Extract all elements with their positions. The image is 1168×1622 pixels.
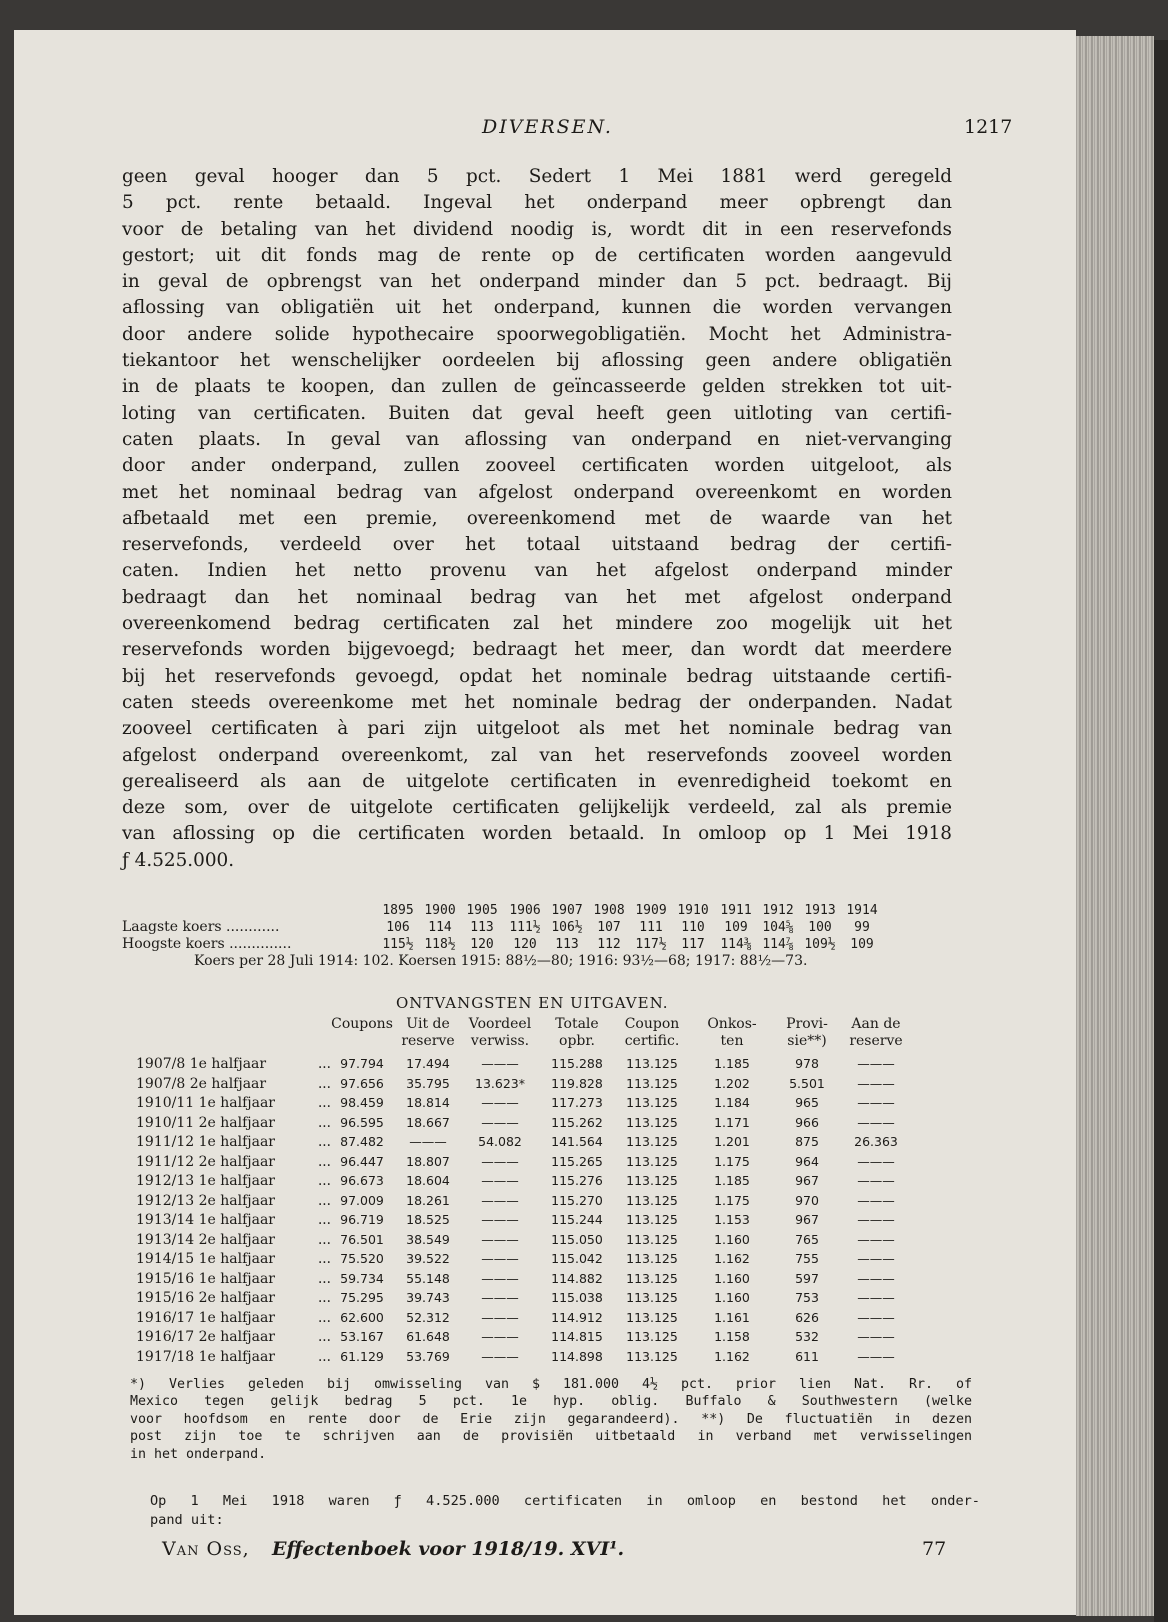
table-cell: 98.459 — [340, 1095, 384, 1110]
row-period: 1914/15 1e halfjaar — [136, 1251, 276, 1267]
koers-value: 109 — [850, 937, 874, 952]
table-cell: 1.161 — [714, 1309, 750, 1325]
table-cell: 96.447 — [340, 1153, 384, 1169]
koers-label: Hoogste koers .............. — [122, 936, 292, 952]
table-cell: ——— — [857, 1056, 895, 1071]
table-cell: 967 — [795, 1173, 819, 1188]
body-line: bedraagt dan het nominaal bedrag van het met afgelost onderpand — [122, 586, 952, 608]
table-cell: ——— — [481, 1095, 519, 1110]
column-header — [460, 1016, 540, 1050]
koers-years-row — [122, 902, 962, 919]
footnote-line: *) Verlies geleden bij omwisseling van $ 181.000 4½ pct. prior lien Nat. Rr. of — [130, 1377, 972, 1392]
table-cell: 26.363 — [854, 1134, 898, 1149]
koers-value: 120 — [470, 937, 494, 952]
table-cell: 611 — [795, 1348, 819, 1364]
column-header-line: sie**) — [787, 1033, 827, 1049]
table-cell: 141.564 — [551, 1134, 603, 1149]
table-row — [122, 1251, 982, 1270]
table-cell: 113.125 — [626, 1212, 678, 1227]
koers-year: 1912 — [762, 903, 794, 918]
table-cell: 115.050 — [551, 1231, 603, 1247]
row-leader-dots: ... — [318, 1134, 331, 1150]
body-line: door andere solide hypothecaire spoorwegobligatiën. Mocht het Administra- — [122, 323, 952, 345]
table-title: ONTVANGSTEN EN UITGAVEN. — [396, 994, 669, 1012]
table-cell: 965 — [795, 1095, 819, 1110]
table-row — [122, 1154, 982, 1173]
table-cell: ——— — [481, 1329, 519, 1344]
koers-value: 111½ — [509, 920, 541, 935]
table-row — [122, 1310, 982, 1329]
table-cell: 96.719 — [340, 1212, 384, 1227]
koers-year: 1907 — [551, 903, 583, 918]
body-line: overeenkomend bedrag certificaten zal het mindere zoo mogelijk uit het — [122, 613, 952, 635]
row-leader-dots: ... — [318, 1212, 331, 1228]
table-cell: 52.312 — [406, 1309, 450, 1325]
table-cell: ——— — [857, 1173, 895, 1188]
column-header-line: Uit de — [406, 1016, 450, 1032]
table-cell: 62.600 — [340, 1309, 384, 1325]
page-footer — [162, 1538, 947, 1566]
koers-value: 117 — [681, 937, 705, 952]
table-cell: 115.276 — [551, 1173, 603, 1188]
footnote-line: in het onderpand. — [130, 1446, 267, 1462]
table-cell: 54.082 — [478, 1134, 522, 1149]
koers-value: 106½ — [551, 920, 583, 935]
row-period: 1915/16 2e halfjaar — [136, 1290, 276, 1306]
row-period: 1907/8 2e halfjaar — [136, 1075, 267, 1092]
row-leader-dots: ... — [318, 1348, 331, 1365]
koers-note: Koers per 28 Juli 1914: 102. Koersen 1915: 88½—80; 1916: 93½—68; 1917: 88½—73. — [194, 953, 808, 969]
table-cell: ——— — [481, 1153, 519, 1169]
table-cell: 13.623* — [475, 1075, 525, 1091]
body-line: gerealiseerd als aan de uitgelote certificaten in evenredigheid toekomt en — [122, 770, 952, 792]
table-cell: 96.595 — [340, 1114, 384, 1130]
body-line: voor de betaling van het dividend noodig is, wordt dit in een reservefonds — [122, 218, 952, 240]
body-line: aflossing van obligatiën uit het onderpand, kunnen die worden vervangen — [122, 297, 952, 319]
book-page — [14, 30, 1076, 1615]
table-cell: 113.125 — [626, 1348, 678, 1364]
row-period: 1912/13 2e halfjaar — [136, 1192, 276, 1209]
table-cell: 113.125 — [626, 1329, 678, 1344]
koers-value: 113 — [555, 937, 579, 952]
table-cell: 113.125 — [626, 1075, 678, 1091]
table-cell: 97.656 — [340, 1075, 384, 1091]
koers-value: 99 — [854, 920, 870, 935]
body-line: afgelost onderpand overeenkomt, zal van het reservefonds zooveel worden — [122, 744, 952, 766]
body-line: gestort; uit dit fonds mag de rente op de certificaten worden aangevuld — [122, 244, 952, 266]
table-cell: 76.501 — [340, 1231, 384, 1247]
table-cell: 1.185 — [714, 1173, 750, 1188]
table-row — [122, 1095, 982, 1114]
table-cell: 96.673 — [340, 1173, 384, 1188]
koers-row — [122, 919, 962, 936]
table-cell: ——— — [481, 1192, 519, 1208]
page-header — [14, 116, 1076, 146]
table-cell: ——— — [857, 1114, 895, 1130]
table-row — [122, 1193, 982, 1212]
table-cell: ——— — [857, 1251, 895, 1266]
body-line: ƒ 4.525.000. — [122, 849, 235, 871]
body-line: caten plaats. In geval van aflossing van onderpand en niet-vervanging — [122, 428, 952, 450]
body-line: tiekantoor het wenschelijker oordeelen bij aflossing geen andere obligatiën — [122, 350, 952, 372]
column-header-line: reserve — [849, 1033, 903, 1049]
table-cell: ——— — [409, 1134, 447, 1149]
koers-year: 1913 — [804, 903, 836, 918]
koers-value: 112 — [597, 937, 621, 952]
table-cell: 755 — [795, 1251, 819, 1266]
table-cell: ——— — [857, 1095, 895, 1110]
table-cell: 18.814 — [406, 1095, 450, 1110]
body-line: caten. Indien het netto provenu van het afgelost onderpand minder — [122, 560, 952, 582]
table-cell: ——— — [481, 1290, 519, 1305]
table-cell: 115.038 — [551, 1290, 603, 1305]
column-header — [612, 1016, 692, 1050]
table-cell: ——— — [857, 1212, 895, 1227]
row-leader-dots: ... — [318, 1173, 331, 1189]
row-period: 1911/12 2e halfjaar — [136, 1153, 276, 1170]
column-header-line: Onkos- — [707, 1016, 757, 1032]
table-cell: 55.148 — [406, 1270, 450, 1286]
table-cell: 18.807 — [406, 1153, 450, 1169]
koers-value: 114⅜ — [720, 937, 752, 952]
table-row — [122, 1212, 982, 1231]
column-header-line: ten — [720, 1033, 744, 1049]
omloop-line: Op 1 Mei 1918 waren ƒ 4.525.000 certificaten in omloop en bestond het onder- — [150, 1493, 980, 1509]
table-cell: 61.648 — [406, 1329, 450, 1344]
koers-year: 1910 — [677, 903, 709, 918]
table-row — [122, 1056, 982, 1075]
table-cell: ——— — [481, 1212, 519, 1227]
table-row — [122, 1232, 982, 1251]
table-cell: ——— — [857, 1075, 895, 1091]
table-cell: 113.125 — [626, 1231, 678, 1247]
table-cell: 53.769 — [406, 1348, 450, 1364]
footer-author: Van Oss, — [162, 1538, 250, 1560]
column-header-line: Coupons — [331, 1016, 393, 1032]
table-cell: 532 — [795, 1329, 819, 1344]
row-leader-dots: ... — [318, 1075, 331, 1092]
table-cell: ——— — [481, 1114, 519, 1130]
footnote — [130, 1376, 972, 1463]
body-line: door ander onderpand, zullen zooveel certificaten worden uitgeloot, als — [122, 455, 952, 477]
table-cell: 61.129 — [340, 1348, 384, 1364]
table-cell: ——— — [857, 1153, 895, 1169]
table-cell: 97.794 — [340, 1056, 384, 1071]
footnote-line: voor hoofdsom en rente door de Erie zijn gegarandeerd). **) De fluctuatiën in dezen — [130, 1411, 972, 1427]
table-cell: 119.828 — [551, 1075, 603, 1091]
body-line: geen geval hooger dan 5 pct. Sedert 1 Mei 1881 werd geregeld — [122, 166, 952, 187]
table-cell: 1.175 — [714, 1153, 750, 1169]
row-period: 1916/17 2e halfjaar — [136, 1329, 276, 1345]
column-header — [537, 1016, 617, 1050]
table-cell: 114.898 — [551, 1348, 603, 1364]
column-header-line: Aan de — [851, 1016, 901, 1032]
row-leader-dots: ... — [318, 1056, 331, 1072]
table-cell: 5.501 — [789, 1075, 825, 1091]
table-cell: 1.160 — [714, 1231, 750, 1247]
koers-year: 1911 — [720, 903, 752, 918]
koers-value: 115½ — [382, 937, 414, 952]
row-leader-dots: ... — [318, 1153, 331, 1170]
column-header — [767, 1016, 847, 1050]
koers-value: 106 — [386, 920, 410, 935]
table-cell: ——— — [857, 1348, 895, 1364]
table-cell: 113.125 — [626, 1192, 678, 1208]
row-leader-dots: ... — [318, 1329, 331, 1345]
running-title: DIVERSEN. — [482, 116, 613, 138]
table-cell: 53.167 — [340, 1329, 384, 1344]
body-line: zooveel certificaten à pari zijn uitgeloot als met het nominale bedrag van — [122, 718, 952, 740]
table-cell: ——— — [481, 1056, 519, 1071]
column-header — [836, 1016, 916, 1050]
table-cell: 18.525 — [406, 1212, 450, 1227]
table-cell: 115.288 — [551, 1056, 603, 1071]
table-cell: 113.125 — [626, 1056, 678, 1071]
table-cell: 1.162 — [714, 1251, 750, 1266]
koers-value: 100 — [808, 920, 832, 935]
koers-value: 104⅝ — [762, 920, 794, 935]
table-cell: 1.171 — [714, 1114, 750, 1130]
table-cell: 875 — [795, 1134, 819, 1149]
koers-year: 1914 — [846, 903, 878, 918]
table-cell: 966 — [795, 1114, 819, 1130]
table-row — [122, 1173, 982, 1192]
column-header — [388, 1016, 468, 1050]
table-cell: 115.262 — [551, 1114, 603, 1130]
table-cell: 113.125 — [626, 1114, 678, 1130]
body-line: in geval de opbrengst van het onderpand minder dan 5 pct. bedraagt. Bij — [122, 271, 952, 293]
footer-signature: 77 — [922, 1538, 947, 1560]
table-row — [122, 1271, 982, 1290]
table-cell: 113.125 — [626, 1290, 678, 1305]
row-leader-dots: ... — [318, 1095, 331, 1111]
table-cell: 113.125 — [626, 1134, 678, 1149]
table-cell: 113.125 — [626, 1251, 678, 1266]
table-cell: 1.175 — [714, 1192, 750, 1208]
table-cell: 97.009 — [340, 1192, 384, 1208]
table-cell: 967 — [795, 1212, 819, 1227]
table-cell: 113.125 — [626, 1309, 678, 1325]
table-cell: 970 — [795, 1192, 819, 1208]
table-row — [122, 1134, 982, 1153]
row-period: 1910/11 2e halfjaar — [136, 1114, 276, 1131]
table-cell: 38.549 — [406, 1231, 450, 1247]
table-cell: 39.522 — [406, 1251, 450, 1266]
body-line: 5 pct. rente betaald. Ingeval het onderpand meer opbrengt dan — [122, 192, 952, 214]
column-header-line: opbr. — [559, 1033, 595, 1049]
table-cell: 117.273 — [551, 1095, 603, 1110]
row-period: 1913/14 1e halfjaar — [136, 1212, 276, 1228]
koers-year: 1906 — [509, 903, 541, 918]
koers-value: 113 — [470, 920, 494, 935]
row-leader-dots: ... — [318, 1114, 331, 1131]
table-cell: 114.815 — [551, 1329, 603, 1344]
table-cell: 115.265 — [551, 1153, 603, 1169]
table-cell: 1.162 — [714, 1348, 750, 1364]
table-row — [122, 1329, 982, 1348]
body-line: van aflossing op die certificaten worden betaald. In omloop op 1 Mei 1918 — [122, 823, 952, 845]
koers-value: 107 — [597, 920, 621, 935]
table-cell: 753 — [795, 1290, 819, 1305]
table-cell: 1.160 — [714, 1270, 750, 1286]
table-cell: 964 — [795, 1153, 819, 1169]
table-cell: 115.244 — [551, 1212, 603, 1227]
koers-value: 109½ — [804, 937, 836, 952]
column-header — [692, 1016, 772, 1050]
body-line: loting van certificaten. Buiten dat geval heeft geen uitloting van certifi- — [122, 402, 952, 424]
table-cell: 765 — [795, 1231, 819, 1247]
body-line: met het nominaal bedrag van afgelost onderpand overeenkomt en worden — [122, 481, 952, 503]
koers-row — [122, 936, 962, 953]
table-cell: 114.912 — [551, 1309, 603, 1325]
column-header-line: Coupon — [624, 1016, 680, 1032]
koers-year: 1905 — [466, 903, 498, 918]
koers-label: Laagste koers ............ — [122, 919, 280, 935]
table-cell: 1.202 — [714, 1075, 750, 1091]
body-line: caten steeds overeenkome met het nominale bedrag der onderpanden. Nadat — [122, 691, 952, 713]
table-cell: 35.795 — [406, 1075, 450, 1091]
table-row — [122, 1076, 982, 1095]
row-leader-dots: ... — [318, 1192, 331, 1209]
row-period: 1915/16 1e halfjaar — [136, 1270, 276, 1287]
column-header-line: reserve — [401, 1033, 455, 1049]
table-cell: 17.494 — [406, 1056, 450, 1071]
table-cell: 1.158 — [714, 1329, 750, 1344]
table-cell: ——— — [857, 1231, 895, 1247]
body-line: afbetaald met een premie, overeenkomend met de waarde van het — [122, 507, 952, 529]
koers-year: 1908 — [593, 903, 625, 918]
table-cell: 18.667 — [406, 1114, 450, 1130]
table-cell: 1.153 — [714, 1212, 750, 1227]
koers-value: 117½ — [635, 937, 667, 952]
koers-value: 111 — [639, 920, 663, 935]
table-cell: 597 — [795, 1270, 819, 1286]
table-cell: 87.482 — [340, 1134, 384, 1149]
table-cell: ——— — [481, 1348, 519, 1364]
row-leader-dots: ... — [318, 1251, 331, 1267]
body-line: deze som, over de uitgelote certificaten gelijkelijk verdeeld, zal als premie — [122, 797, 952, 819]
table-cell: ——— — [857, 1270, 895, 1286]
table-cell: ——— — [481, 1231, 519, 1247]
koers-year: 1895 — [382, 903, 414, 918]
binding-shadow — [1154, 40, 1168, 1622]
koers-value: 110 — [681, 920, 705, 935]
row-period: 1912/13 1e halfjaar — [136, 1173, 276, 1189]
koers-value: 109 — [724, 920, 748, 935]
footer-book-title: Effectenboek voor 1918/19. XVI¹. — [272, 1538, 625, 1560]
table-cell: ——— — [857, 1192, 895, 1208]
table-cell: ——— — [481, 1251, 519, 1266]
koers-value: 118½ — [424, 937, 456, 952]
table-cell: ——— — [481, 1173, 519, 1188]
column-header-line: Totale — [555, 1016, 599, 1032]
koers-table — [122, 902, 962, 970]
row-leader-dots: ... — [318, 1290, 331, 1306]
table-cell: 113.125 — [626, 1270, 678, 1286]
table-cell: 1.201 — [714, 1134, 750, 1149]
page-edges — [1076, 36, 1154, 1616]
table-cell: ——— — [857, 1290, 895, 1305]
table-row — [122, 1290, 982, 1309]
footnote-line: post zijn toe te schrijven aan de provisiën uitbetaald in verband met verwisselingen — [130, 1429, 972, 1445]
body-line: in de plaats te koopen, dan zullen de geïncasseerde gelden strekken tot uit- — [122, 376, 952, 398]
table-cell: 18.604 — [406, 1173, 450, 1188]
table-cell: 75.295 — [340, 1290, 384, 1305]
table-cell: 39.743 — [406, 1290, 450, 1305]
koers-value: 114⅞ — [762, 937, 794, 952]
page-number: 1217 — [964, 116, 1013, 138]
table-row — [122, 1349, 982, 1368]
koers-value: 114 — [428, 920, 452, 935]
row-leader-dots: ... — [318, 1270, 331, 1287]
table-row — [122, 1115, 982, 1134]
column-header-line: verwiss. — [470, 1033, 530, 1049]
column-header-line: Voordeel — [468, 1016, 532, 1032]
table-cell: 75.520 — [340, 1251, 384, 1266]
koers-note-row — [122, 953, 962, 970]
table-cell: 113.125 — [626, 1173, 678, 1188]
koers-year: 1909 — [635, 903, 667, 918]
row-period: 1911/12 1e halfjaar — [136, 1134, 276, 1150]
row-period: 1910/11 1e halfjaar — [136, 1095, 276, 1111]
table-cell: 113.125 — [626, 1153, 678, 1169]
row-leader-dots: ... — [318, 1231, 331, 1248]
table-cell: ——— — [857, 1329, 895, 1344]
table-cell: 113.125 — [626, 1095, 678, 1110]
table-cell: 626 — [795, 1309, 819, 1325]
row-period: 1917/18 1e halfjaar — [136, 1348, 276, 1365]
table-cell: 1.160 — [714, 1290, 750, 1305]
table-cell: ——— — [481, 1270, 519, 1286]
table-cell: ——— — [481, 1309, 519, 1325]
body-line: bij het reservefonds gevoegd, opdat het nominale bedrag uitstaande certifi- — [122, 665, 952, 687]
table-cell: 1.184 — [714, 1095, 750, 1110]
row-period: 1913/14 2e halfjaar — [136, 1231, 276, 1248]
body-line: reservefonds worden bijgevoegd; bedraagt het meer, dan wordt dat meerdere — [122, 639, 952, 661]
table-cell: 978 — [795, 1056, 819, 1071]
omloop-line: pand uit: — [150, 1512, 224, 1528]
body-paragraph — [122, 164, 952, 874]
row-period: 1916/17 1e halfjaar — [136, 1309, 276, 1326]
table-cell: 59.734 — [340, 1270, 384, 1286]
omloop-paragraph — [150, 1492, 980, 1530]
table-cell: 115.270 — [551, 1192, 603, 1208]
koers-year: 1900 — [424, 903, 456, 918]
row-period: 1907/8 1e halfjaar — [136, 1056, 267, 1072]
column-header-line: certific. — [624, 1033, 680, 1049]
table-cell: 115.042 — [551, 1251, 603, 1266]
footnote-line: Mexico tegen gelijk bedrag 5 pct. 1e hyp. oblig. Buffalo & Southwestern (welke — [130, 1394, 972, 1410]
koers-value: 120 — [513, 937, 537, 952]
column-header-line: Provi- — [786, 1016, 828, 1032]
row-leader-dots: ... — [318, 1309, 331, 1326]
table-cell: 114.882 — [551, 1270, 603, 1286]
body-line: reservefonds, verdeeld over het totaal uitstaand bedrag der certifi- — [122, 534, 952, 556]
table-cell: ——— — [857, 1309, 895, 1325]
table-cell: 18.261 — [406, 1192, 450, 1208]
table-cell: 1.185 — [714, 1056, 750, 1071]
